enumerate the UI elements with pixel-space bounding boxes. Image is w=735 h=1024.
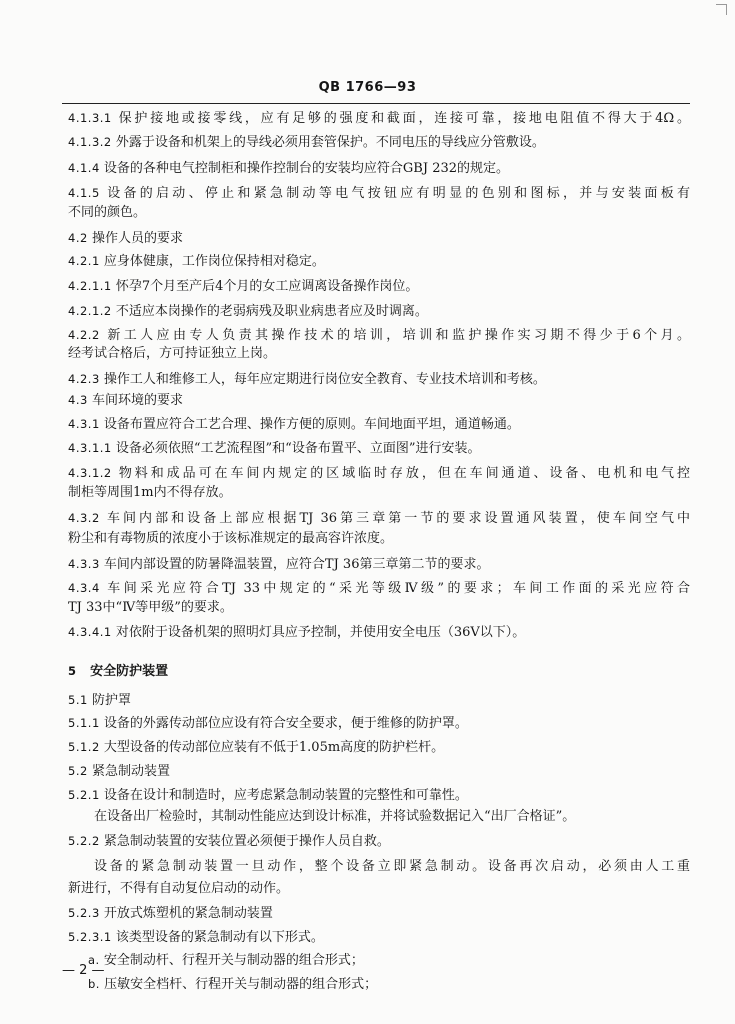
clause-4-3-1-1: 4.3.1.1 设备必须依照“工艺流程图”和“设备布置平、立面图”进行安装。 — [68, 441, 481, 456]
clause-4-2-3: 4.2.3 操作工人和维修工人，每年应定期进行岗位安全教育、专业技术培训和考核。 — [68, 372, 546, 387]
clause-5-2-2-para: 设备的紧急制动装置一旦动作，整个设备立即紧急制动。设备再次启动，必须由人工重 — [94, 859, 690, 874]
clause-4-3-4: 4.3.4 车间采光应符合TJ 33中规定的“采光等级Ⅳ级”的要求；车间工作面的采光应符合 — [68, 581, 690, 596]
clause-4-2-1-2: 4.2.1.2 不适应本岗操作的老弱病残及职业病患者应及时调离。 — [68, 304, 428, 319]
clause-4-1-3-1: 4.1.3.1 保护接地或接零线，应有足够的强度和截面，连接可靠，接地电阻值不得大于4Ω。 — [68, 111, 690, 126]
list-item-b: b. 压敏安全档杆、行程开关与制动器的组合形式； — [88, 977, 378, 992]
clause-4-3-2: 4.3.2 车间内部和设备上部应根据TJ 36第三章第一节的要求设置通风装置，使车间空气中 — [68, 511, 690, 526]
standard-code-header: QB 1766—93 — [318, 80, 417, 95]
clause-4-2-1-1: 4.2.1.1 怀孕7个月至产后4个月的女工应调离设备操作岗位。 — [68, 279, 419, 294]
clause-4-1-5: 4.1.5 设备的启动、停止和紧急制动等电气按钮应有明显的色别和图标，并与安装面板有 — [68, 186, 690, 201]
clause-5-2-2: 5.2.2 紧急制动装置的安装位置必须便于操作人员自救。 — [68, 834, 390, 849]
clause-4-2-1: 4.2.1 应身体健康，工作岗位保持相对稳定。 — [68, 254, 325, 269]
section-4-2-heading: 4.2 操作人员的要求 — [68, 231, 183, 246]
list-item-a: a. 安全制动杆、行程开关与制动器的组合形式； — [88, 953, 364, 968]
clause-4-3-1: 4.3.1 设备布置应符合工艺合理、操作方便的原则。车间地面平坦，通道畅通。 — [68, 417, 520, 432]
clause-4-2-2-cont: 经考试合格后，方可持证独立上岗。 — [68, 346, 277, 361]
clause-4-2-2: 4.2.2 新工人应由专人负责其操作技术的培训，培训和监护操作实习期不得少于6个月。 — [68, 328, 690, 343]
section-5-2-heading: 5.2 紧急制动装置 — [68, 764, 170, 779]
clause-4-3-2-cont: 粉尘和有毒物质的浓度小于该标准规定的最高容许浓度。 — [68, 531, 394, 546]
clause-4-1-3-2: 4.1.3.2 外露于设备和机架上的导线必须用套管保护。不同电压的导线应分管敷设。 — [68, 135, 545, 150]
clause-4-3-4-1: 4.3.4.1 对依附于设备机架的照明灯具应予控制，并使用安全电压（36V以下）。 — [68, 625, 526, 640]
clause-4-3-4-cont: TJ 33中“Ⅳ等甲级”的要求。 — [68, 600, 233, 615]
clause-5-2-3: 5.2.3 开放式炼塑机的紧急制动装置 — [68, 906, 273, 921]
clause-4-3-1-2: 4.3.1.2 物料和成品可在车间内规定的区域临时存放，但在车间通道、设备、电机和电气控 — [68, 466, 690, 481]
page-number: — 2 — — [62, 963, 105, 978]
clause-4-1-4: 4.1.4 设备的各种电气控制柜和操作控制台的安装均应符合GBJ 232的规定。 — [68, 161, 510, 176]
section-4-3-heading: 4.3 车间环境的要求 — [68, 393, 183, 408]
section-5-1-heading: 5.1 防护罩 — [68, 693, 131, 708]
header-rule — [62, 103, 690, 104]
clause-5-2-1-para: 在设备出厂检验时，其制动性能应达到设计标准，并将试验数据记入“出厂合格证”。 — [94, 809, 576, 824]
clause-5-2-1: 5.2.1 设备在设计和制造时，应考虑紧急制动装置的完整性和可靠性。 — [68, 788, 468, 803]
section-5-heading: 5 安全防护装置 — [68, 664, 169, 679]
clause-5-2-3-1: 5.2.3.1 该类型设备的紧急制动有以下形式。 — [68, 930, 324, 945]
clause-5-1-1: 5.1.1 设备的外露传动部位应设有符合安全要求，便于维修的防护罩。 — [68, 716, 468, 731]
clause-5-1-2: 5.1.2 大型设备的传动部位应装有不低于1.05m高度的防护栏杆。 — [68, 740, 445, 755]
clause-4-3-1-2-cont: 制柜等周围1m内不得存放。 — [68, 485, 232, 500]
scan-corner-mark — [716, 4, 727, 15]
clause-4-1-5-cont: 不同的颜色。 — [68, 205, 147, 220]
clause-5-2-2-para-cont: 新进行，不得有自动复位启动的动作。 — [68, 881, 290, 896]
clause-4-3-3: 4.3.3 车间内部设置的防暑降温装置，应符合TJ 36第三章第二节的要求。 — [68, 557, 490, 572]
